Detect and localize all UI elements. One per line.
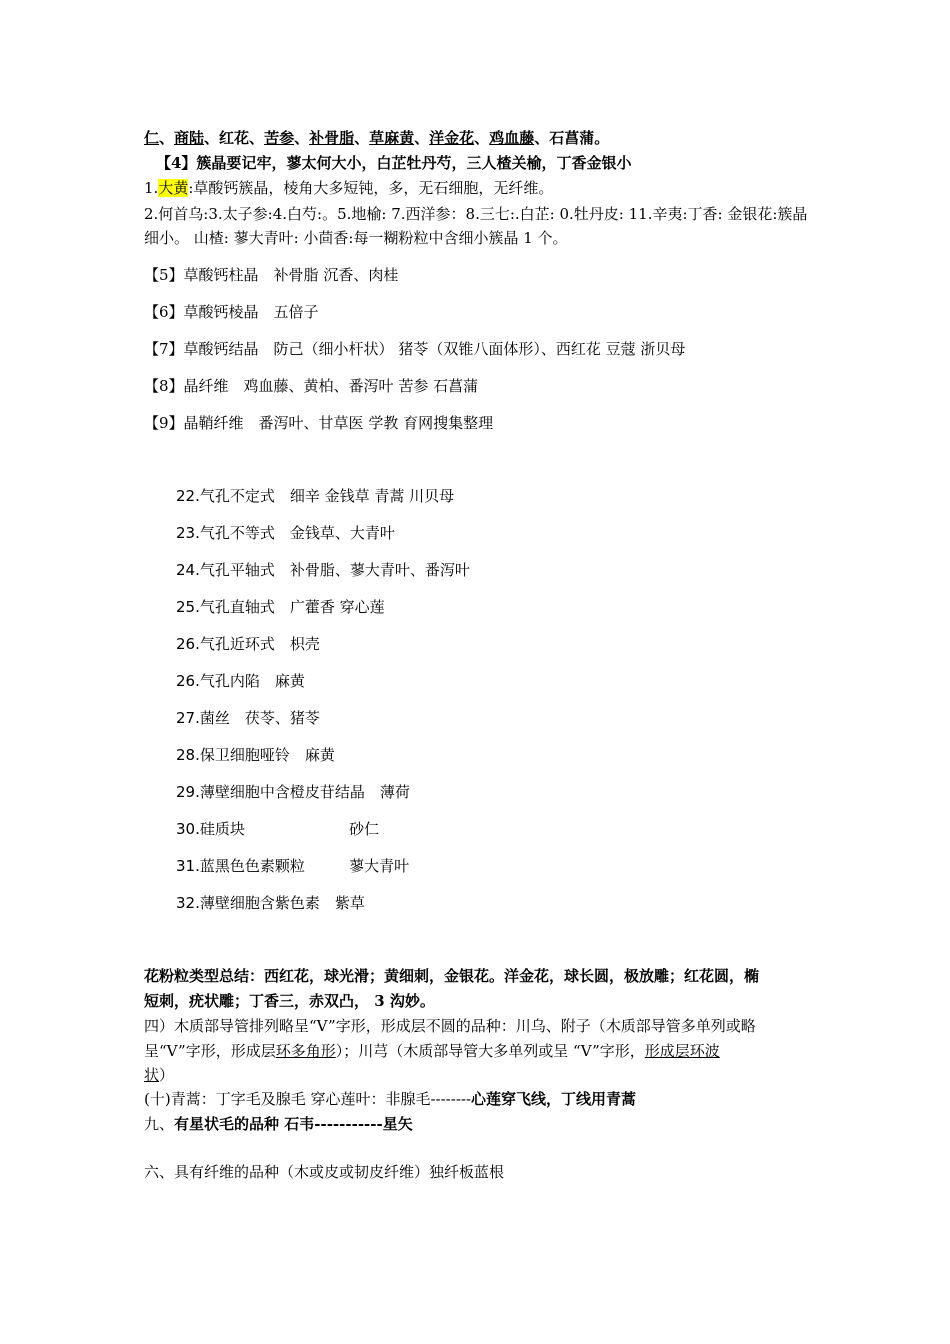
list-item: 【8】晶纤维 鸡血藤、黄柏、番泻叶 苦参 石菖蒲 (144, 377, 479, 395)
list-item: 31.蓝黑色色素颗粒 蓼大青叶 (176, 857, 410, 875)
cluster-crystal-list-line1: 2.何首乌:3.太子参:4.白芍:。5.地榆: 7.西洋参：8.三七:.白芷: 0.牡丹皮: 11.辛夷:丁香: 金银花:簇晶 (144, 205, 808, 223)
list-item: 【9】晶鞘纤维 番泻叶、甘草医 学教 育网搜集整理 (144, 414, 494, 432)
list-item: 【5】草酸钙柱晶 补骨脂 沉香、肉桂 (144, 266, 399, 284)
line-species-list: 仁、商陆、红花、苦参、补骨脂、草麻黄、洋金花、鸡血藤、石菖蒲。 (144, 129, 610, 147)
list-item: 【6】草酸钙棱晶 五倍子 (144, 303, 319, 321)
list-item: 【7】草酸钙结晶 防己（细小杆状） 猪苓（双锥八面体形）、西红花 豆蔻 浙贝母 (144, 340, 686, 358)
highlighted-text: 大黄 (158, 179, 189, 197)
list-item: 23.气孔不等式 金钱草、大青叶 (176, 524, 395, 542)
list-item: 32.薄壁细胞含紫色素 紫草 (176, 894, 365, 912)
mnemonic-heading: 【4】簇晶要记牢，蓼太何大小，白芷牡丹芍，三人楂关榆，丁香金银小 (156, 154, 632, 172)
list-item: 29.薄壁细胞中含橙皮苷结晶 薄荷 (176, 783, 410, 801)
underlined-text: 仁 (144, 129, 160, 147)
cluster-crystal-list-line2: 细小。 山楂: 蓼大青叶: 小茴香:每一糊粉粒中含细小簇晶 1 个。 (144, 229, 568, 247)
list-item: 22.气孔不定式 细辛 金钱草 青蒿 川贝母 (176, 487, 455, 505)
list-item: 26.气孔近环式 枳壳 (176, 635, 320, 653)
list-item: 27.菌丝 茯苓、猪苓 (176, 709, 320, 727)
trichome-line: (十)青蒿：丁字毛及腺毛 穿心莲叶：非腺毛--------心莲穿飞线，丁线用青蒿 (144, 1090, 637, 1108)
xylem-paragraph-line1: 四）木质部导管排列略呈“V”字形，形成层不圆的品种：川乌、附子（木质部导管多单列或略 (144, 1017, 756, 1035)
list-item: 26.气孔内陷 麻黄 (176, 672, 305, 690)
fiber-line: 六、具有纤维的品种（木或皮或韧皮纤维）独纤板蓝根 (144, 1163, 505, 1181)
xylem-paragraph-line3: 状） (144, 1066, 175, 1084)
list-item: 24.气孔平轴式 补骨脂、蓼大青叶、番泻叶 (176, 561, 470, 579)
list-item: 25.气孔直轴式 广藿香 穿心莲 (176, 598, 385, 616)
xylem-paragraph-line2: 呈“V”字形，形成层环多角形）；川芎（木质部导管大多单列或呈 “V”字形，形成层环波 (144, 1042, 720, 1060)
stellate-hair-line: 九、有星状毛的品种 石韦-----------星矢 (144, 1115, 413, 1133)
list-item: 30.硅质块 砂仁 (176, 820, 380, 838)
rhubarb-line: 1.大黄:草酸钙簇晶，棱角大多短钝，多，无石细胞，无纤维。 (144, 179, 554, 197)
pollen-summary-line2: 短刺，疣状雕；丁香三，赤双凸， 3 沟妙。 (144, 992, 435, 1010)
list-item: 28.保卫细胞哑铃 麻黄 (176, 746, 335, 764)
pollen-summary-line1: 花粉粒类型总结：西红花，球光滑；黄细刺，金银花。洋金花，球长圆，极放雕；红花圆，椭 (144, 967, 760, 985)
